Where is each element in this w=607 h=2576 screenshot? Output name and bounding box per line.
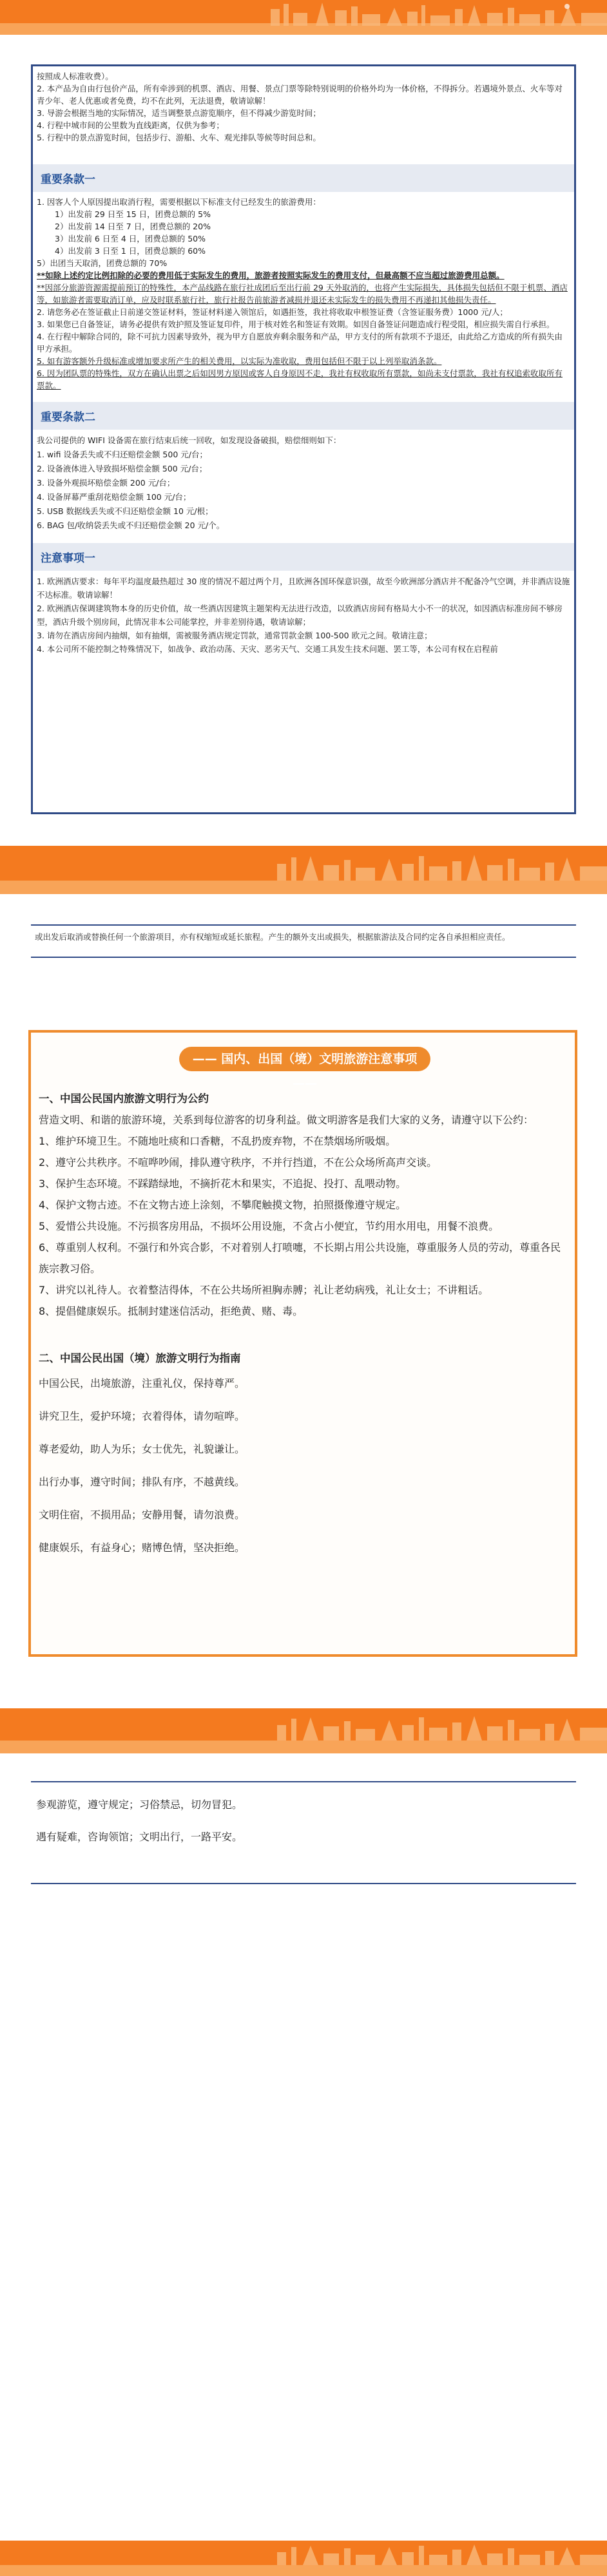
refund-tier: 5）出团当天取消，团费总额的 70%: [37, 258, 168, 268]
wifi-fee-item: 1. wifi 设备丢失或不归还赔偿金额 500 元/台；: [37, 450, 207, 459]
section-lead: 我公司提供的 WIFI 设备需在旅行结束后统一回收，如发现设备破损，赔偿细则如下：: [37, 435, 342, 445]
wifi-fee-item: 3. 设备外观损坏赔偿金额 200 元/台；: [37, 478, 175, 488]
civil-item: 5、爱惜公共设施。不污损客房用品，不损坏公用设施，不贪占小便宜，节约用水用电，用餐不浪费。: [39, 1220, 499, 1232]
skyline-decor-icon: [0, 846, 607, 894]
intro-line: 4. 行程中城市间的公里数为直线距离，仅供为参考；: [37, 120, 224, 130]
civil-guide-line: 文明住宿，不损用品；安静用餐，请勿浪费。: [39, 1509, 246, 1521]
notice-item: 2. 欧洲酒店保调建筑物本身的历史价值，故一些酒店因建筑主题架构无法进行改造，以致酒店房间有格局大小不一的状况，如因酒店标准房间不够房型，酒店升级个别房间，此情况非本公司能掌控，并非差别待遇，敬请谅解；: [37, 604, 563, 627]
civil-item: 3、保护生态环境。不踩踏绿地，不摘折花木和果实，不追捉、投打、乱喂动物。: [39, 1178, 407, 1190]
civil-guide-line: 参观游览，遵守规定；习俗禁忌，切勿冒犯。: [36, 1798, 243, 1811]
intro-line: 按照成人标准收费）。: [37, 72, 113, 81]
underlined-note: 6. 因为团队票的特殊性，双方在确认出票之后如因男方原因或客人自身原因不走，我社有权收取所有票款，如尚未支付票款，我社有权追索收取所有票款。: [37, 368, 563, 390]
civil-travel-title: —— 国内、出国（境）文明旅游注意事项 ——: [179, 1047, 430, 1071]
term-line: 3. 如果您已自备签证，请务必提供有效护照及签证复印件，用于核对姓名和签证有效期。如因自备签证问题造成行程受阻，相应损失需自行承担。: [37, 320, 555, 329]
bottom-decor-band: [0, 2541, 607, 2576]
skyline-decor-icon: [0, 0, 607, 35]
civil-item: 8、提倡健康娱乐。抵制封建迷信活动，拒绝黄、赌、毒。: [39, 1305, 304, 1317]
wifi-fee-item: 6. BAG 包/收纳袋丢失或不归还赔偿金额 20 元/个。: [37, 520, 225, 530]
notice-item: 4. 本公司所不能控制之特殊情况下，如战争、政治动荡、天灾、恶劣天气、交通工具发生技术问题、罢工等，本公司有权在启程前: [37, 644, 498, 654]
wifi-fee-item: 5. USB 数据线丢失或不归还赔偿金额 10 元/根；: [37, 506, 213, 516]
intro-notes: [33, 66, 574, 144]
refund-tier: 3）出发前 6 日至 4 日，团费总额的 50%: [55, 234, 206, 243]
civil-guide-line: 遇有疑难，咨询领馆；文明出行，一路平安。: [36, 1831, 243, 1843]
refund-tier: 2）出发前 14 日至 7 日，团费总额的 20%: [55, 222, 211, 231]
civil-travel-box: [28, 1030, 577, 1657]
intro-line: 2. 本产品为自由行包价产品，所有牵涉到的机票、酒店、用餐、景点门票等除特别说明的价格外均为一体价格，不得拆分。若遇境外景点、火车等对青少年、老人优惠或者免费，均不在此列，无法退费，敬请谅解！: [37, 84, 563, 106]
civil-item: 7、讲究以礼待人。衣着整洁得体，不在公共场所袒胸赤膊；礼让老幼病残，礼让女士；不讲粗话。: [39, 1284, 489, 1296]
notice-item: 1. 欧洲酒店要求：每年平均温度最热超过 30 度的情况不超过两个月，且欧洲各国环保意识强，故至今欧洲部分酒店并不配备冷气空调，并非酒店设施不达标准。敬请谅解！: [37, 577, 570, 600]
underlined-note: **因部分旅游资源需提前预订的特殊性，本产品线路在旅行社成团后至出行前 29 天外取消的，也将产生实际损失，具体损失包括但不限于机票、酒店等，如旅游者需要取消订单，应及时联系旅行社，旅行社报告前旅游者减损并退还未实际发生的损失费用不再递扣其他损失责任。: [37, 283, 568, 305]
term-line: 4. 在行程中解除合同的，除不可抗力因素导致外，视为甲方自愿放弃剩余服务和产品，甲方支付的所有款项不予退还，由此给乙方造成的所有损失由甲方承担。: [37, 332, 563, 354]
civil-item: 1、维护环境卫生。不随地吐痰和口香糖，不乱扔废弃物，不在禁烟场所吸烟。: [39, 1135, 396, 1147]
civil-heading-domestic: 一、中国公民国内旅游文明行为公约: [39, 1092, 209, 1105]
refund-tier: 4）出发前 3 日至 1 日，团费总额的 60%: [55, 246, 206, 256]
civil-intro: 营造文明、和谐的旅游环境，关系到每位游客的切身利益。做文明游客是我们大家的义务，请遵守以下公约：: [39, 1114, 534, 1126]
intro-line: 5. 行程中的景点游览时间，包括步行、游船、火车、观光排队等候等时间总和。: [37, 133, 321, 142]
refund-tier: 1）出发前 29 日至 15 日，团费总额的 5%: [55, 209, 211, 219]
section-important-1-body: [33, 196, 574, 392]
section-important-2-body: [33, 434, 574, 533]
civil-item: 4、保护文物古迹。不在文物古迹上涂刻，不攀爬触摸文物，拍照摄像遵守规定。: [39, 1199, 407, 1211]
top-decor-band: [0, 0, 607, 35]
civil-guide-line: 中国公民，出境旅游，注重礼仪，保持尊严。: [39, 1377, 246, 1389]
wifi-fee-item: 4. 设备屏幕严重刮花赔偿金额 100 元/台；: [37, 492, 191, 502]
skyline-decor-icon: [0, 1708, 607, 1753]
section-title-important-1: 重要条款一: [33, 164, 574, 192]
terms-panel: [31, 64, 576, 814]
skyline-decor-icon: [0, 2541, 607, 2576]
intro-line: 3. 导游会根据当地的实际情况，适当调整景点游览顺序，但不得减少游览时间；: [37, 108, 321, 118]
middle-decor-band-2: [0, 1708, 607, 1753]
closing-panel: [31, 1781, 576, 1884]
civil-guide-line: 尊老爱幼，助人为乐；女士优先，礼貌谦让。: [39, 1443, 246, 1455]
civil-heading-abroad: 二、中国公民出国（境）旅游文明行为指南: [39, 1352, 241, 1364]
civil-guide-line: 出行办事，遵守时间；排队有序，不越黄线。: [39, 1476, 246, 1488]
notice-item: 3. 请勿在酒店房间内抽烟，如有抽烟，需被服务酒店规定罚款，通常罚款金额 100-500 欧元之间。敬请注意；: [37, 631, 432, 640]
section-title-notice-1: 注意事项一: [33, 543, 574, 571]
term-line: 2. 请您务必在签证截止日前递交签证材料，签证材料递入领馆后，如遇拒签，我社将收取申根签证费（含签证服务费）1000 元/人；: [37, 307, 508, 317]
wifi-fee-item: 2. 设备液体进入导致损坏赔偿金额 500 元/台；: [37, 464, 207, 473]
civil-guide-line: 健康娱乐，有益身心；赌博色情，坚决拒绝。: [39, 1541, 246, 1554]
section-lead: 1. 因客人个人原因提出取消行程，需要根据以下标准支付已经发生的旅游费用：: [37, 197, 321, 207]
civil-item: 2、遵守公共秩序。不喧哗吵闹，排队遵守秩序，不并行挡道，不在公众场所高声交谈。: [39, 1156, 438, 1169]
underlined-note: 5. 如有游客额外升级标准或增加要求所产生的相关费用，以实际为准收取，费用包括但不限于以上列举取消条款。: [37, 356, 442, 366]
section-notice-1-body: [33, 575, 574, 656]
civil-item: 6、尊重别人权利。不强行和外宾合影，不对着别人打喷嚏，不长期占用公共设施，尊重服务人员的劳动，尊重各民族宗教习俗。: [39, 1241, 561, 1275]
section-title-important-2: 重要条款二: [33, 402, 574, 430]
underlined-note: **如除上述约定比例扣除的必要的费用低于实际发生的费用，旅游者按照实际发生的费用支付，但最高额不应当超过旅游费用总额。: [37, 271, 505, 280]
civil-guide-line: 讲究卫生，爱护环境；衣着得体，请勿喧哗。: [39, 1410, 246, 1422]
civil-travel-body: [39, 1084, 567, 1558]
middle-decor-band: [0, 846, 607, 894]
continuation-line: 或出发后取消或替换任何一个旅游项目，亦有权缩短或延长旅程。产生的额外支出或损失，根据旅游法及合同约定各自承担相应责任。: [35, 932, 510, 942]
continuation-panel: [31, 924, 576, 958]
